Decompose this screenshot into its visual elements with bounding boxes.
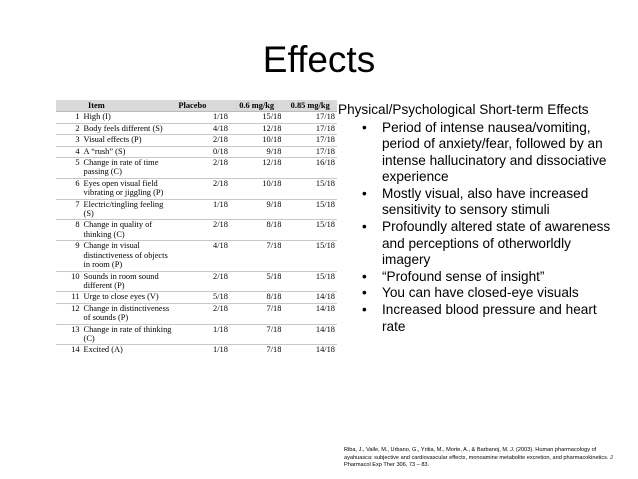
row-dose-0-85: 15/18 xyxy=(283,220,337,241)
table-row xyxy=(56,199,337,220)
row-dose-0-85: 15/18 xyxy=(283,199,337,220)
row-dose-0-6: 7/18 xyxy=(230,345,284,356)
row-dose-0-6: 7/18 xyxy=(230,241,284,271)
table-row xyxy=(56,220,337,241)
row-number: 3 xyxy=(56,135,82,146)
row-number: 8 xyxy=(56,220,82,241)
row-placebo: 2/18 xyxy=(176,135,230,146)
bullet-icon: • xyxy=(362,302,367,318)
slide-title: Effects xyxy=(262,39,376,80)
row-placebo: 0/18 xyxy=(176,146,230,157)
effects-list xyxy=(338,120,630,336)
effects-list-item-text: Period of intense nausea/vomiting, period of anxiety/fear, followed by an intense hallucinatory and dissociative experience xyxy=(382,119,607,185)
effects-list-item xyxy=(362,185,618,219)
row-placebo: 1/18 xyxy=(176,324,230,345)
row-placebo: 1/18 xyxy=(176,345,230,356)
effects-list-item-text: Increased blood pressure and heart rate xyxy=(382,302,597,334)
effects-list-item xyxy=(362,219,618,269)
row-number: 5 xyxy=(56,158,82,179)
reference-citation: Riba, J., Valle, M., Urbano, G., Yritia, M., Morte, A., & Barbanoj, M. J. (2003). Human pharmacology of ayahuasca: subjective and cardiovascular effects, monoamine metabolite excretion, and pharmacokinetics. J Pharmacol Exp Ther 306, 73 – 83. xyxy=(344,447,613,469)
row-number: 14 xyxy=(56,345,82,356)
bullet-icon: • xyxy=(362,219,367,235)
row-number: 12 xyxy=(56,303,82,324)
row-dose-0-6: 8/18 xyxy=(230,220,284,241)
row-placebo: 2/18 xyxy=(176,158,230,179)
row-item: Change in distinctiveness of sounds (P) xyxy=(82,303,177,324)
row-dose-0-6: 10/18 xyxy=(230,178,284,199)
table-row xyxy=(56,292,337,303)
bullet-icon: • xyxy=(362,268,367,284)
row-dose-0-6: 15/18 xyxy=(230,112,284,123)
row-dose-0-6: 8/18 xyxy=(230,292,284,303)
row-dose-0-85: 15/18 xyxy=(283,178,337,199)
table-header xyxy=(56,100,337,112)
row-number: 10 xyxy=(56,271,82,292)
row-dose-0-85: 17/18 xyxy=(283,146,337,157)
row-number: 11 xyxy=(56,292,82,303)
effects-panel xyxy=(338,102,630,335)
row-item: Excited (A) xyxy=(82,345,177,356)
row-number: 7 xyxy=(56,199,82,220)
table-row xyxy=(56,112,337,123)
row-placebo: 2/18 xyxy=(176,303,230,324)
row-item: Electric/tingling feeling (S) xyxy=(82,199,177,220)
row-dose-0-6: 9/18 xyxy=(230,146,284,157)
table-row xyxy=(56,178,337,199)
row-placebo: 4/18 xyxy=(176,241,230,271)
row-dose-0-6: 7/18 xyxy=(230,324,284,345)
row-dose-0-85: 17/18 xyxy=(283,123,337,134)
row-dose-0-85: 14/18 xyxy=(283,303,337,324)
column-header-placebo: Placebo xyxy=(176,100,230,112)
effects-list-item xyxy=(362,268,618,286)
row-dose-0-85: 16/18 xyxy=(283,158,337,179)
row-dose-0-85: 15/18 xyxy=(283,241,337,271)
row-dose-0-85: 17/18 xyxy=(283,112,337,123)
row-dose-0-6: 10/18 xyxy=(230,135,284,146)
row-item: A “rush” (S) xyxy=(82,146,177,157)
table-row xyxy=(56,345,337,356)
row-dose-0-6: 12/18 xyxy=(230,123,284,134)
table-row xyxy=(56,158,337,179)
row-item: Change in visual distinctiveness of objects in room (P) xyxy=(82,241,177,271)
row-placebo: 5/18 xyxy=(176,292,230,303)
row-placebo: 2/18 xyxy=(176,220,230,241)
row-number: 2 xyxy=(56,123,82,134)
row-item: Change in rate of time passing (C) xyxy=(82,158,177,179)
row-dose-0-85: 14/18 xyxy=(283,292,337,303)
effects-list-item-text: Mostly visual, also have increased sensitivity to sensory stimuli xyxy=(382,185,589,218)
row-number: 6 xyxy=(56,178,82,199)
row-number: 13 xyxy=(56,324,82,345)
table-row xyxy=(56,271,337,292)
table-row xyxy=(56,241,337,271)
row-placebo: 1/18 xyxy=(176,199,230,220)
effects-table-container xyxy=(56,100,337,356)
effects-list-item xyxy=(362,119,618,186)
table-body xyxy=(56,112,337,356)
row-item: Eyes open visual field vibrating or jiggling (P) xyxy=(82,178,177,199)
row-number: 9 xyxy=(56,241,82,271)
table-row xyxy=(56,123,337,134)
row-dose-0-6: 9/18 xyxy=(230,199,284,220)
row-item: Change in rate of thinking (C) xyxy=(82,324,177,345)
table-row xyxy=(56,303,337,324)
bullet-icon: • xyxy=(362,185,367,201)
bullet-icon: • xyxy=(362,119,367,135)
effects-list-item-text: Profoundly altered state of awareness and perceptions of otherworldly imagery xyxy=(382,219,611,268)
table-row xyxy=(56,324,337,345)
row-placebo: 4/18 xyxy=(176,123,230,134)
table-row xyxy=(56,135,337,146)
row-number: 4 xyxy=(56,146,82,157)
column-header-dose-0-85: 0.85 mg/kg xyxy=(283,100,337,112)
row-item: Urge to close eyes (V) xyxy=(82,292,177,303)
row-item: Body feels different (S) xyxy=(82,123,177,134)
row-item: Sounds in room sound different (P) xyxy=(82,271,177,292)
row-dose-0-85: 17/18 xyxy=(283,135,337,146)
bullet-icon: • xyxy=(362,285,367,301)
row-dose-0-85: 14/18 xyxy=(283,324,337,345)
row-dose-0-6: 12/18 xyxy=(230,158,284,179)
column-header-dose-0-6: 0.6 mg/kg xyxy=(230,100,284,112)
effects-table xyxy=(56,100,337,356)
row-dose-0-6: 5/18 xyxy=(230,271,284,292)
row-placebo: 2/18 xyxy=(176,178,230,199)
row-placebo: 1/18 xyxy=(176,112,230,123)
row-dose-0-85: 14/18 xyxy=(283,345,337,356)
row-item: High (I) xyxy=(82,112,177,123)
row-item: Visual effects (P) xyxy=(82,135,177,146)
row-dose-0-85: 15/18 xyxy=(283,271,337,292)
effects-list-item xyxy=(362,285,618,302)
effects-list-item-text: You can have closed-eye visuals xyxy=(382,285,579,301)
effects-list-item xyxy=(362,302,618,335)
row-dose-0-6: 7/18 xyxy=(230,303,284,324)
table-row xyxy=(56,146,337,157)
column-header-item: Item xyxy=(56,100,176,112)
row-number: 1 xyxy=(56,112,82,123)
row-item: Change in quality of thinking (C) xyxy=(82,220,177,241)
effects-list-item-text: “Profound sense of insight” xyxy=(382,268,545,284)
row-placebo: 2/18 xyxy=(176,271,230,292)
effects-heading: Physical/Psychological Short-term Effects xyxy=(338,102,589,117)
